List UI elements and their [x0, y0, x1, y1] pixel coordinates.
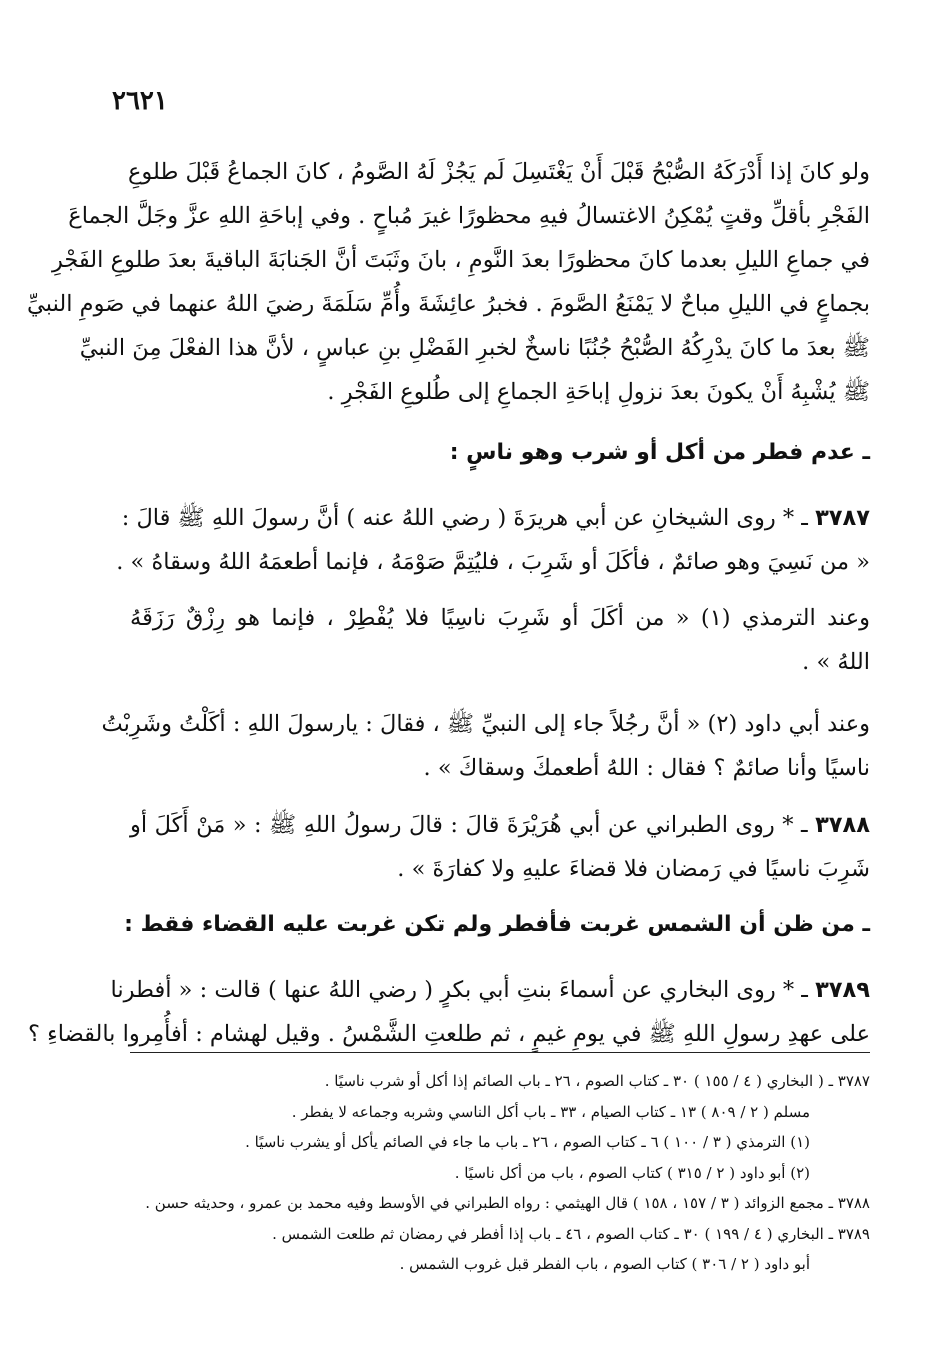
text-line: بجماعٍ في الليلِ مباحٌ لا يَمْنَعُ الصَّومَ . فخبرُ عائِشَةَ وأُمِّ سَلَمَةَ رضيَ اللهُ عنهما في صَومِ النبيِّ [27, 291, 870, 317]
paragraph-intro [27, 150, 870, 414]
text-line: على عهدِ رسولِ اللهِ ﷺ في يومِ غيمٍ ، ثم طلعتِ الشَّمْسُ . وقيل لهشام : أفأُمِروا بالقضاءِ ؟ [28, 1021, 870, 1047]
text-line: اللهُ » . [802, 649, 870, 675]
text-line: في جماعِ الليلِ بعدما كانَ محظورًا بعدَ النَّومِ ، بانَ وثَبَتَ أنَّ الجَنابَةَ الباقيةَ بعدَ طلوعِ الفَجْرِ [51, 247, 870, 273]
hadith-3788 [130, 803, 870, 891]
text-line: الفَجْرِ بأقلِّ وقتٍ يُمْكِنُ الاغتسالُ فيهِ محظورًا غيرَ مُباحٍ . وفي إباحَةِ اللهِ عزَّ وجَلَّ الجماعَ [68, 203, 870, 229]
text-line: « من نَسِيَ وهو صائمٌ ، فأكَلَ أو شَرِبَ ، فليُتِمَّ صَوْمَهُ ، فإنما أطعمَهُ اللهُ وسقاهُ » . [116, 549, 870, 575]
section-heading-mistaken-sunset: ـ من ظن أن الشمس غربت فأفطر ولم تكن غربت عليه القضاء فقط : [124, 912, 870, 937]
hadith-3789 [28, 968, 870, 1056]
text-line [121, 496, 870, 540]
footnote: (١) الترمذي ( ٣ / ١٠٠ ) ٦ ـ كتاب الصوم ، ٢٦ ـ باب ما جاء في الصائم يأكل أو يشرب ناسيًا . [245, 1133, 810, 1151]
hadith-number: ٣٧٨٨ [815, 812, 870, 838]
text-line [130, 803, 870, 847]
footnote: ٣٧٨٨ ـ مجمع الزوائد ( ٣ / ١٥٧ ، ١٥٨ ) قال الهيثمي : رواه الطبراني في الأوسط وفيه محمد بن عمرو ، وحديثه حسن . [145, 1194, 870, 1212]
text-line [110, 968, 870, 1012]
footnotes [145, 1066, 870, 1280]
hadith-text: ـ * روى الشيخانِ عن أبي هريرَةَ ( رضي اللهُ عنه ) أنَّ رسولَ اللهِ ﷺ قالَ : [121, 505, 808, 531]
hadith-number: ٣٧٨٩ [815, 977, 870, 1003]
text-line: ناسيًا وأنا صائمٌ ؟ فقال : اللهُ أطعمكَ وسقاكَ » . [423, 755, 870, 781]
footnote: أبو داود ( ٢ / ٣٠٦ ) كتاب الصوم ، باب الفطر قبل غروب الشمس . [399, 1255, 810, 1273]
hadith-text: ـ * روى البخاري عن أسماءَ بنتِ أبي بكرٍ ( رضي اللهُ عنها ) قالت : « أفطرنا [110, 977, 808, 1003]
hadith-number: ٣٧٨٧ [815, 505, 870, 531]
section-heading-forgetful-eating: ـ عدم فطر من أكل أو شرب وهو ناسٍ : [449, 440, 870, 465]
footnote: (٢) أبو داود ( ٢ / ٣١٥ ) كتاب الصوم ، باب من أكل ناسيًا . [454, 1163, 810, 1182]
text-line: ولو كانَ إذا أَدْرَكَهُ الصُّبْحُ قَبْلَ أَنْ يَغْتَسِلَ لَم يَجُزْ لَهُ الصَّومُ ، كانَ الجماعُ قَبْلَ طلوعِ [128, 159, 870, 185]
hadith-text: ـ * روى الطبراني عن أبي هُرَيْرَةَ قالَ : قالَ رسولُ اللهِ ﷺ : « مَنْ أَكَلَ أو [130, 812, 808, 838]
footnote-divider [130, 1052, 870, 1053]
page-number: ٢٦٢١ [112, 86, 168, 116]
text-line: ﷺ بعدَ ما كانَ يدْرِكُهُ الصُّبْحُ جُنُبًا ناسخٌ لخبرِ الفَضْلِ بنِ عباسٍ ، لأنَّ هذا الفعْلَ مِنَ النبيِّ [79, 335, 870, 361]
text-line: وعند الترمذي (١) « من أكَلَ أو شَرِبَ ناسِيًا فلا يُفْطِرْ ، فإنما هو رِزْقٌ رَزَقَهُ [130, 605, 870, 631]
footnote: ٣٧٨٩ ـ البخاري ( ٤ / ١٩٩ ) ٣٠ ـ كتاب الصوم ، ٤٦ ـ باب إذا أفطر في رمضان ثم طلعت الشمس . [272, 1224, 870, 1243]
footnote: مسلم ( ٢ / ٨٠٩ ) ١٣ ـ كتاب الصيام ، ٣٣ ـ باب أكل الناسي وشربه وجماعه لا يفطر . [291, 1102, 810, 1121]
hadith-3787 [116, 496, 870, 584]
tirmidhi-narration [130, 596, 870, 684]
text-line: وعند أبي داود (٢) « أنَّ رجُلاً جاء إلى النبيِّ ﷺ ، فقالَ : يارسولَ اللهِ : أكَلْتُ وشَرِبْتُ [101, 711, 870, 737]
text-line: شَرِبَ ناسيًا في رَمضان فلا قضاءَ عليهِ ولا كفارَةَ » . [397, 856, 870, 882]
text-line: ﷺ يُشْبِهُ أَنْ يكونَ بعدَ نزولِ إباحَةِ الجماعِ إلى طُلوعِ الفَجْرِ . [327, 379, 870, 405]
abu-dawud-narration [101, 702, 870, 790]
footnote: ٣٧٨٧ ـ ( البخاري ( ٤ / ١٥٥ ) ٣٠ ـ كتاب الصوم ، ٢٦ ـ باب الصائم إذا أكل أو شرب ناسيًا . [324, 1072, 870, 1090]
